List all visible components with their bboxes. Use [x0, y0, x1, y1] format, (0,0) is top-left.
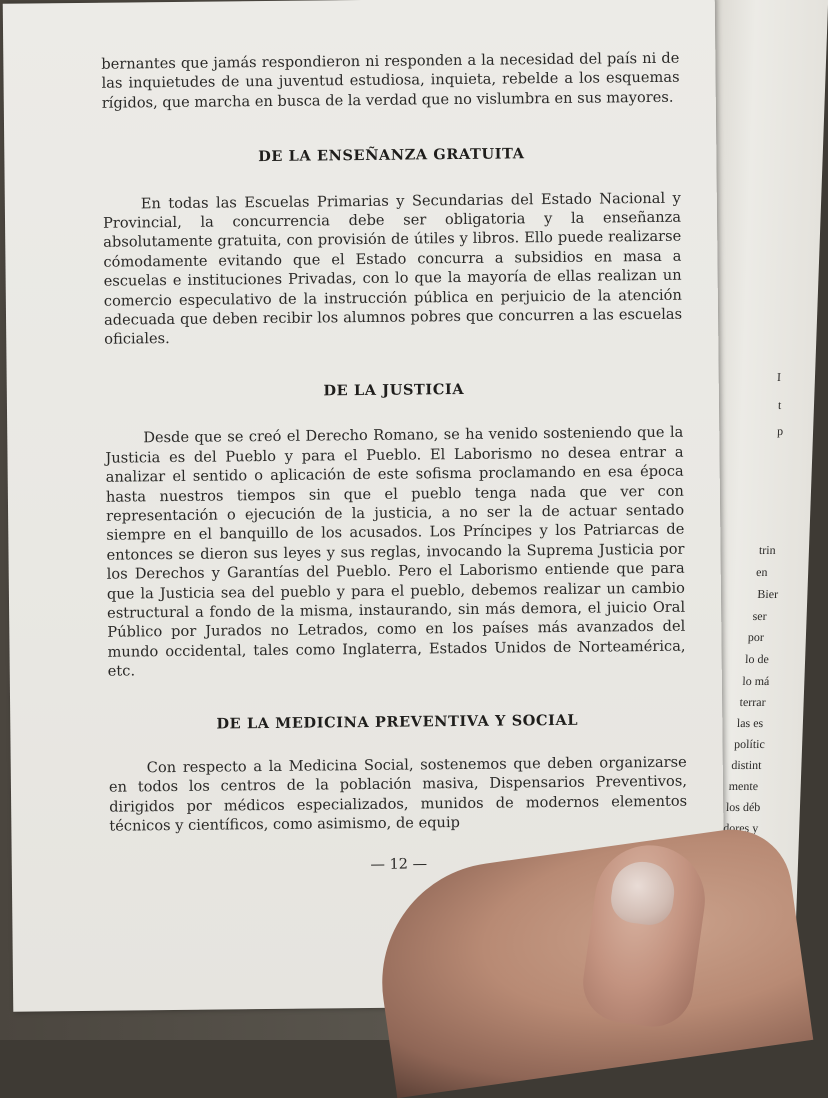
section-body-justicia: Desde que se creó el Derecho Romano, se ha venido sosteniendo que la Justicia es del Pueblo y para el Pueblo. El Laborismo no desea entrar a analizar el sentido o aplicación de este sofisma proclamando en esa época hasta nuestros tiempos sin que el pueblo tenga nada que ver con representación o ejecución de la justicia, a no ser la de actuar sentado siempre en el banquillo de los acusados. Los Príncipes y los Patriarcas de entonces se dieron sus leyes y sus reglas, invocando la Suprema Justicia por los Derechos y Garantías del Pueblo. Pero el Laborismo entiende que para que la Justicia sea del pueblo y para el pueblo, debemos realizar un cambio estructural a fondo de la misma, instaurando, sin más demora, el juicio Oral Público por Jurados no Letrados, como en los países más avanzados del mundo occidental, tales como Inglaterra, Estados Unidos de Norteamérica, etc. [105, 423, 686, 680]
adjacent-page-fragment: lo de [744, 652, 770, 666]
adjacent-page-fragment: dores y [722, 821, 759, 835]
adjacent-page-fragment: en [755, 565, 768, 579]
adjacent-page-fragment: t [777, 398, 782, 412]
adjacent-page-fragment: por [747, 630, 765, 644]
adjacent-page-fragment: los déb [725, 800, 761, 814]
adjacent-page-fragment: terrar [739, 695, 766, 709]
section-heading-medicina: DE LA MEDICINA PREVENTIVA Y SOCIAL [216, 711, 579, 733]
adjacent-page-fragment: las es [736, 716, 764, 730]
section-heading-justicia: DE LA JUSTICIA [323, 380, 465, 400]
page-number: — 12 — [370, 855, 428, 873]
adjacent-page-fragment: mente [728, 779, 759, 793]
section-body-ensenanza: En todas las Escuelas Primarias y Secundarias del Estado Nacional y Provincial, la concurrencia debe ser obligatoria y la enseñanza absolutamente gratuita, con provisión de útiles y libros. Ello puede realizarse cómodamente evitando que el Estado concurra a subsidios en masa a escuelas e instituciones Privadas, con lo que la mayoría de ellas realizan un comercio especulativo de la instrucción pública en perjuicio de la atención adecuada que deben recibir los alumnos pobres que concurren a las escuelas oficiales. [102, 189, 683, 349]
adjacent-page-fragment: ser [752, 609, 767, 623]
opening-paragraph: bernantes que jamás respondieron ni responden a la necesidad del país ni de las inquietudes de una juventud estudiosa, inquieta, rebelde a los esquemas rígidos, que marcha en busca de la verdad que no vislumbra en sus mayores. [101, 49, 680, 112]
adjacent-page-fragment: p [776, 424, 784, 438]
adjacent-page-fragment: lo má [742, 674, 770, 688]
section-heading-ensenanza: DE LA ENSEÑANZA GRATUITA [258, 145, 525, 166]
adjacent-page-fragment: I [776, 370, 782, 384]
adjacent-page-fragment: trin [758, 543, 776, 557]
page-text-column [101, 49, 688, 878]
adjacent-page-fragment: Bier [757, 587, 779, 601]
adjacent-page-fragment: polític [733, 737, 766, 751]
adjacent-page-fragment: distint [731, 758, 762, 772]
section-body-medicina: Con respecto a la Medicina Social, sostenemos que deben organizarse en todos los centros de la población masiva, Dispensarios Preventivos, dirigidos por médicos especializados, munidos de modernos elementos técnicos y científicos, como asimismo, de equip [108, 753, 688, 835]
